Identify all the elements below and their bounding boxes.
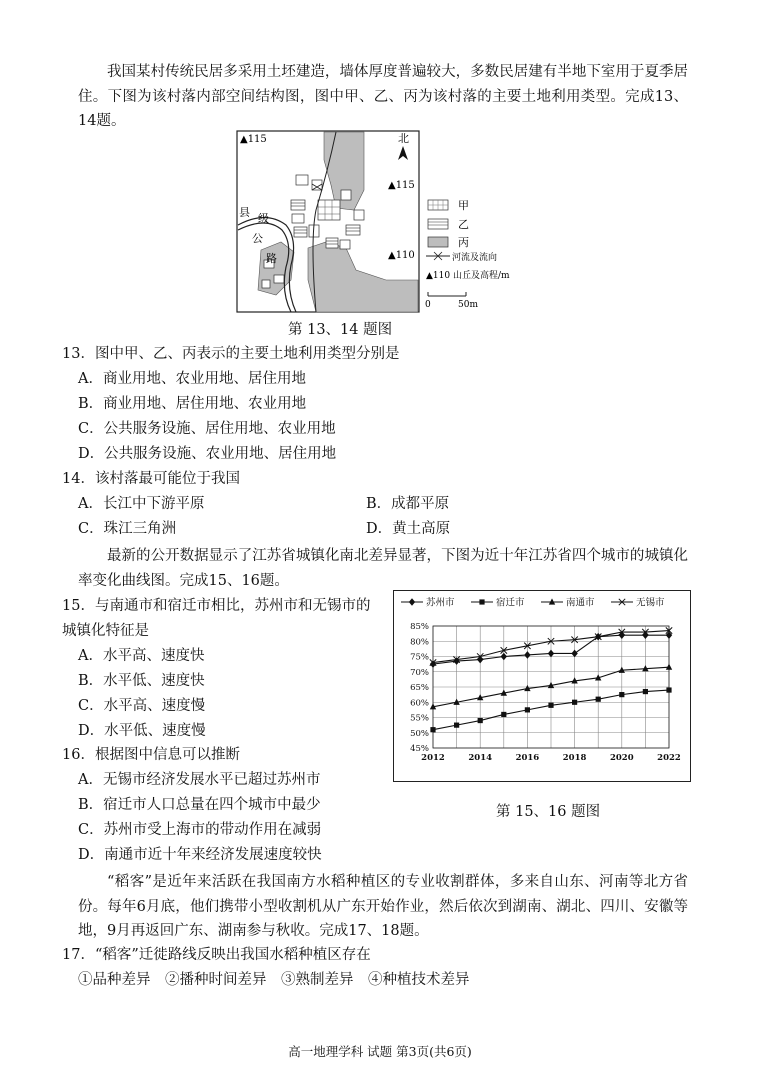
q16-option-d: D．南通市近十年来经济发展速度较快 xyxy=(78,847,322,863)
q13-option-d: D．公共服务设施、农业用地、居住用地 xyxy=(78,446,337,462)
q15-option-d: D．水平低、速度慢 xyxy=(78,723,206,739)
q14-option-a: A．长江中下游平原 xyxy=(78,496,205,512)
road-label-1: 县 xyxy=(239,206,250,219)
q16-option-a: A．无锡市经济发展水平已超过苏州市 xyxy=(78,772,321,788)
x-tick-label: 2012 xyxy=(421,753,445,763)
map-caption: 第 13、14 题图 xyxy=(288,322,393,338)
legend-label-river: 河流及流向 xyxy=(452,253,498,263)
road-label-3: 公 xyxy=(252,232,263,245)
legend-label-jia: 甲 xyxy=(458,199,469,212)
y-tick-label: 50% xyxy=(410,728,429,739)
elevation-top-left: ▲115 xyxy=(240,134,267,145)
q15-option-c: C．水平高、速度慢 xyxy=(78,698,206,714)
y-tick-label: 70% xyxy=(410,667,429,678)
legend-swatch-bing xyxy=(428,237,448,247)
q13-option-b: B．商业用地、居住用地、农业用地 xyxy=(78,396,307,412)
road-label-2: 级 xyxy=(258,212,269,225)
y-tick-label: 80% xyxy=(410,637,429,648)
scale-zero: 0 xyxy=(425,300,431,310)
q15-option-b: B．水平低、速度快 xyxy=(78,673,205,689)
q16-option-b: B．宿迁市人口总量在四个城市中最少 xyxy=(78,797,321,813)
data-point-square xyxy=(572,700,577,705)
legend-label-hill: ▲110 山丘及高程/m xyxy=(426,271,510,281)
legend-swatch-yi xyxy=(428,219,448,229)
intro-paragraph-2: 最新的公开数据显示了江苏省城镇化南北差异显著，下图为近十年江苏省四个城市的城镇化率变化曲线图。完成15、16题。 xyxy=(78,548,688,589)
y-tick-label: 75% xyxy=(410,652,429,663)
legend-label: 南通市 xyxy=(566,597,595,609)
x-tick-label: 2022 xyxy=(657,753,681,763)
q13-option-a: A．商业用地、农业用地、居住用地 xyxy=(78,371,306,387)
legend-label-bing: 丙 xyxy=(458,236,469,249)
road-label-4: 路 xyxy=(266,252,277,265)
q17-choices: ①品种差异 ②播种时间差异 ③熟制差异 ④种植技术差异 xyxy=(78,972,470,988)
intro-paragraph-3: “稻客”是近年来活跃在我国南方水稻种植区的专业收割群体，多来自山东、河南等北方省份。每年6月底，他们携带小型收割机从广东开始作业，然后依次到湖南、湖北、四川、安徽等地，9月再返回广东、湖南参与秋收。完成17、18题。 xyxy=(78,874,688,939)
legend-label: 无锡市 xyxy=(636,597,665,609)
q14-option-b: B．成都平原 xyxy=(366,496,450,512)
q14-option-c: C．珠江三角洲 xyxy=(78,521,177,537)
q16-stem: 16．根据图中信息可以推断 xyxy=(62,747,240,763)
data-point-square xyxy=(525,707,530,712)
chart-caption: 第 15、16 题图 xyxy=(496,804,601,820)
q14-option-d: D．黄土高原 xyxy=(366,521,451,537)
urbanization-chart xyxy=(393,590,691,782)
q15-stem-line2: 城镇化特征是 xyxy=(62,623,149,639)
q15-stem-line1: 15．与南通市和宿迁市相比，苏州市和无锡市的 xyxy=(62,598,371,614)
data-point-square xyxy=(478,718,483,723)
data-point-square xyxy=(454,723,459,728)
data-point-square xyxy=(430,727,435,732)
q16-option-c: C．苏州市受上海市的带动作用在减弱 xyxy=(78,822,322,838)
legend-label: 宿迁市 xyxy=(496,597,525,609)
y-tick-label: 45% xyxy=(410,744,429,754)
q13-stem: 13．图中甲、乙、丙表示的主要土地利用类型分别是 xyxy=(62,346,400,362)
elevation-right: ▲115 xyxy=(388,180,415,191)
data-point-square xyxy=(666,687,671,692)
data-point-square xyxy=(548,703,553,708)
x-tick-label: 2020 xyxy=(609,753,634,763)
x-tick-label: 2016 xyxy=(515,753,540,763)
q13-option-c: C．公共服务设施、居住用地、农业用地 xyxy=(78,421,336,437)
data-point-square xyxy=(501,712,506,717)
data-point-square xyxy=(619,692,624,697)
q17-stem: 17．“稻客”迁徙路线反映出我国水稻种植区存在 xyxy=(62,947,371,963)
north-label: 北 xyxy=(398,132,409,145)
x-tick-label: 2018 xyxy=(562,753,587,763)
public-service-block xyxy=(318,200,340,220)
legend-label: 苏州市 xyxy=(426,597,455,609)
q14-stem: 14．该村落最可能位于我国 xyxy=(62,471,240,487)
elevation-bottom-right: ▲110 xyxy=(388,250,415,261)
scale-50m: 50m xyxy=(458,300,478,310)
data-point-square xyxy=(479,599,484,604)
y-tick-label: 65% xyxy=(410,683,429,693)
page-footer: 高一地理学科 试题 第3页(共6页) xyxy=(288,1044,472,1059)
intro-paragraph-1: 我国某村传统民居多采用土坯建造，墙体厚度普遍较大，多数民居建有半地下室用于夏季居住。下图为该村落内部空间结构图，图中甲、乙、丙为该村落的主要土地利用类型。完成13、14题。 xyxy=(78,64,688,129)
q15-option-a: A．水平高、速度快 xyxy=(78,648,205,664)
y-tick-label: 85% xyxy=(410,622,429,632)
y-tick-label: 55% xyxy=(410,713,429,724)
legend-label-yi: 乙 xyxy=(458,218,469,231)
y-tick-label: 60% xyxy=(410,698,429,709)
x-tick-label: 2014 xyxy=(468,753,493,763)
data-point-square xyxy=(596,697,601,702)
village-map xyxy=(236,130,521,315)
data-point-square xyxy=(643,689,648,694)
